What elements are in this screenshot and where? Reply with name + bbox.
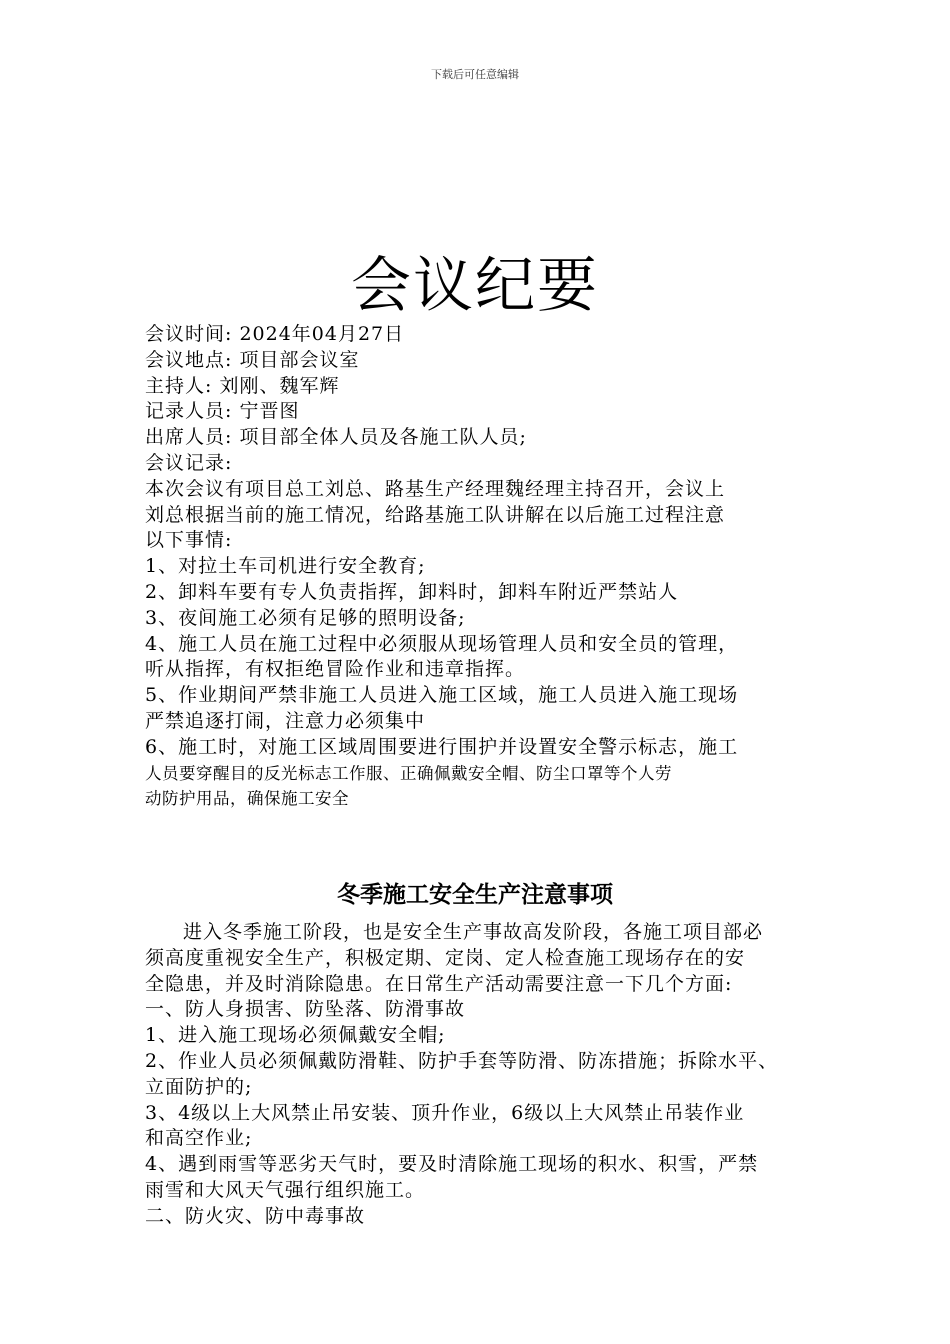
meeting-record-label: 会议记录:: [145, 451, 233, 474]
winter-section-body: [145, 920, 825, 1230]
winter-paragraph-line: 进入冬季施工阶段，也是安全生产事故高发阶段，各施工项目部必: [183, 921, 764, 943]
meeting-item-line: 严禁追逐打闹，注意力必须集中: [145, 709, 426, 732]
winter-item-line: 立面防护的;: [145, 1075, 253, 1098]
meeting-time: 会议时间: 2024年04月27日: [145, 323, 405, 345]
winter-item-line: 和高空作业;: [145, 1127, 253, 1150]
meeting-item-line: 5、作业期间严禁非施工人员进入施工区域，施工人员进入施工现场: [145, 684, 739, 707]
winter-item-line: 3、4级以上大风禁止吊安装、顶升作业，6级以上大风禁止吊装作业: [145, 1101, 745, 1124]
winter-section-title: 冬季施工安全生产注意事项: [337, 882, 613, 908]
meeting-item-line: 听从指挥，有权拒绝冒险作业和违章指挥。: [145, 658, 526, 681]
meeting-item-line: 人员要穿醒目的反光标志工作服、正确佩戴安全帽、防尘口罩等个人劳: [145, 763, 672, 783]
meeting-recorder: 记录人员: 宁晋图: [145, 400, 300, 423]
meeting-intro-line: 刘总根据当前的施工情况，给路基施工队讲解在以后施工过程注意: [145, 503, 726, 526]
meeting-item-line: 2、卸料车要有专人负责指挥，卸料时，卸料车附近严禁站人: [145, 580, 679, 603]
meeting-item-line: 6、施工时，对施工区域周围要进行围护并设置安全警示标志，施工: [145, 735, 739, 758]
winter-subheading: 二、防火灾、防中毒事故: [145, 1204, 366, 1227]
header-note: 下载后可任意编辑: [431, 68, 519, 81]
winter-paragraph-line: 须高度重视安全生产，积极定期、定岗、定人检查施工现场存在的安: [145, 946, 746, 969]
meeting-intro-line: 本次会议有项目总工刘总、路基生产经理魏经理主持召开，会议上: [145, 477, 726, 500]
winter-subheading: 一、防人身损害、防坠落、防滑事故: [145, 998, 466, 1021]
winter-item-line: 1、进入施工现场必须佩戴安全帽;: [145, 1024, 446, 1047]
meeting-place: 会议地点: 项目部会议室: [145, 348, 360, 371]
document-title: 会议纪要: [351, 251, 599, 321]
winter-item-line: 2、作业人员必须佩戴防滑鞋、防护手套等防滑、防冻措施；拆除水平、: [145, 1049, 779, 1072]
meeting-item-line: 3、夜间施工必须有足够的照明设备;: [145, 606, 466, 629]
meeting-attendees: 出席人员: 项目部全体人员及各施工队人员;: [145, 426, 527, 449]
winter-item-line: 雨雪和大风天气强行组织施工。: [145, 1178, 426, 1201]
winter-item-line: 4、遇到雨雪等恶劣天气时，要及时清除施工现场的积水、积雪，严禁: [145, 1153, 759, 1176]
meeting-item-line: 动防护用品，确保施工安全: [145, 789, 349, 809]
meeting-host: 主持人: 刘刚、魏军辉: [145, 374, 340, 397]
meeting-minutes-body: [145, 322, 825, 812]
winter-paragraph-line: 全隐患，并及时消除隐患。在日常生产活动需要注意一下几个方面:: [145, 972, 733, 995]
meeting-item-line: 1、对拉土车司机进行安全教育;: [145, 555, 426, 578]
meeting-intro-line: 以下事情:: [145, 529, 233, 552]
meeting-item-line: 4、施工人员在施工过程中必须服从现场管理人员和安全员的管理，: [145, 632, 739, 655]
